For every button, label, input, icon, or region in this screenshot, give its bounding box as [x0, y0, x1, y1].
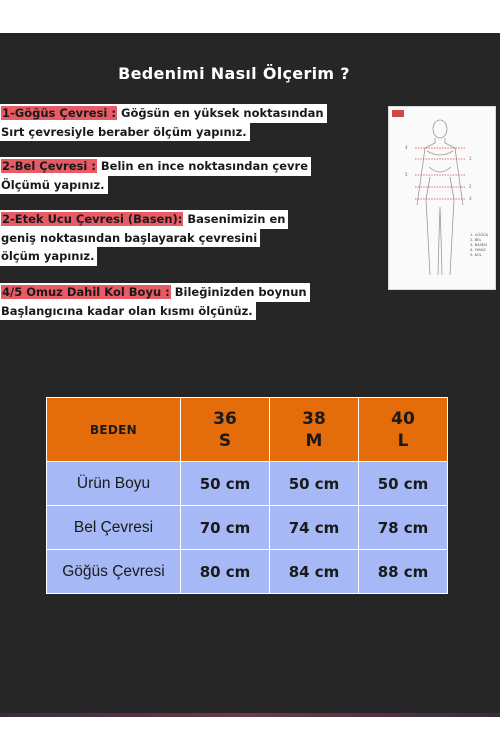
female-body-outline-icon: [389, 107, 497, 291]
table-row: [47, 506, 448, 550]
top-margin: [0, 0, 500, 33]
size-letter: L: [397, 430, 409, 451]
instruction-line: [0, 104, 327, 123]
size-number: 38: [302, 408, 326, 429]
instruction-text: ölçüm yapınız.: [1, 249, 95, 263]
table-cell: 80 cm: [181, 550, 270, 594]
instruction-label: 1-Göğüs Çevresi :: [2, 106, 116, 120]
figure-legend-item: 1- GÖĞÜS: [470, 233, 489, 237]
instruction-line: [0, 176, 108, 195]
instruction-text: Göğsün en yüksek noktasından: [121, 106, 324, 120]
instruction-text: Belin en ince noktasından çevre: [100, 159, 309, 173]
row-label: Bel Çevresi: [47, 506, 181, 550]
figure-legend-item: 4- OMUZ: [470, 248, 486, 252]
row-label: Göğüs Çevresi: [47, 550, 181, 594]
size-header-label: BEDEN: [47, 398, 181, 462]
figure-legend-item: 3- BASEN: [470, 243, 487, 247]
size-header-36: [181, 398, 270, 462]
table-header-row: [47, 398, 448, 462]
table-cell: 50 cm: [359, 462, 448, 506]
table-cell: 84 cm: [270, 550, 359, 594]
instruction-sleeve: [0, 283, 340, 320]
figure-marker: 2: [469, 184, 472, 189]
figure-marker: 3: [469, 196, 472, 201]
figure-marker: 5: [405, 172, 408, 177]
instruction-line: [0, 229, 260, 248]
figure-marker: 1: [469, 156, 472, 161]
instruction-line: [0, 210, 288, 229]
instruction-line: [0, 157, 311, 176]
table-row: [47, 550, 448, 594]
table-cell: 50 cm: [270, 462, 359, 506]
instruction-chest: [0, 104, 340, 141]
row-label: Ürün Boyu: [47, 462, 181, 506]
size-table: [46, 397, 448, 594]
table-cell: 74 cm: [270, 506, 359, 550]
instruction-text: Bileğinizden boynun: [174, 285, 307, 299]
instruction-line: [0, 283, 310, 302]
instruction-text: Başlangıcına kadar olan kısmı ölçünüz.: [1, 303, 253, 318]
instruction-label: 4/5 Omuz Dahil Kol Boyu :: [2, 285, 170, 299]
bottom-margin: [0, 717, 500, 750]
size-header-40: [359, 398, 448, 462]
instruction-line: [0, 247, 97, 266]
table-cell: 88 cm: [359, 550, 448, 594]
figure-legend-item: 5- KOL: [470, 253, 482, 257]
table-cell: 70 cm: [181, 506, 270, 550]
instruction-text: Sırt çevresiyle beraber ölçüm yapınız.: [1, 124, 247, 139]
instruction-text: Ölçümü yapınız.: [1, 177, 105, 192]
body-measurement-figure: [388, 106, 496, 290]
page-title: Bedenimi Nasıl Ölçerim ?: [118, 64, 350, 83]
instruction-text: Basenimizin en: [187, 212, 286, 226]
instruction-waist: [0, 157, 340, 194]
size-letter: S: [218, 430, 232, 451]
size-number: 36: [213, 408, 237, 429]
instruction-hip: [0, 210, 340, 266]
instruction-label: 2-Bel Çevresi :: [2, 159, 96, 173]
table-cell: 50 cm: [181, 462, 270, 506]
size-number: 40: [391, 408, 415, 429]
instruction-line: [0, 302, 256, 321]
figure-marker: 4: [405, 145, 408, 150]
figure-legend: [470, 233, 488, 258]
table-cell: 78 cm: [359, 506, 448, 550]
instruction-label: 2-Etek Ucu Çevresi (Basen):: [2, 212, 183, 226]
instruction-line: [0, 123, 250, 142]
instruction-text: geniş noktasından başlayarak çevresini: [1, 230, 258, 245]
size-letter: M: [305, 430, 323, 451]
size-header-38: [270, 398, 359, 462]
figure-legend-item: 2- BEL: [470, 238, 482, 242]
table-row: [47, 462, 448, 506]
